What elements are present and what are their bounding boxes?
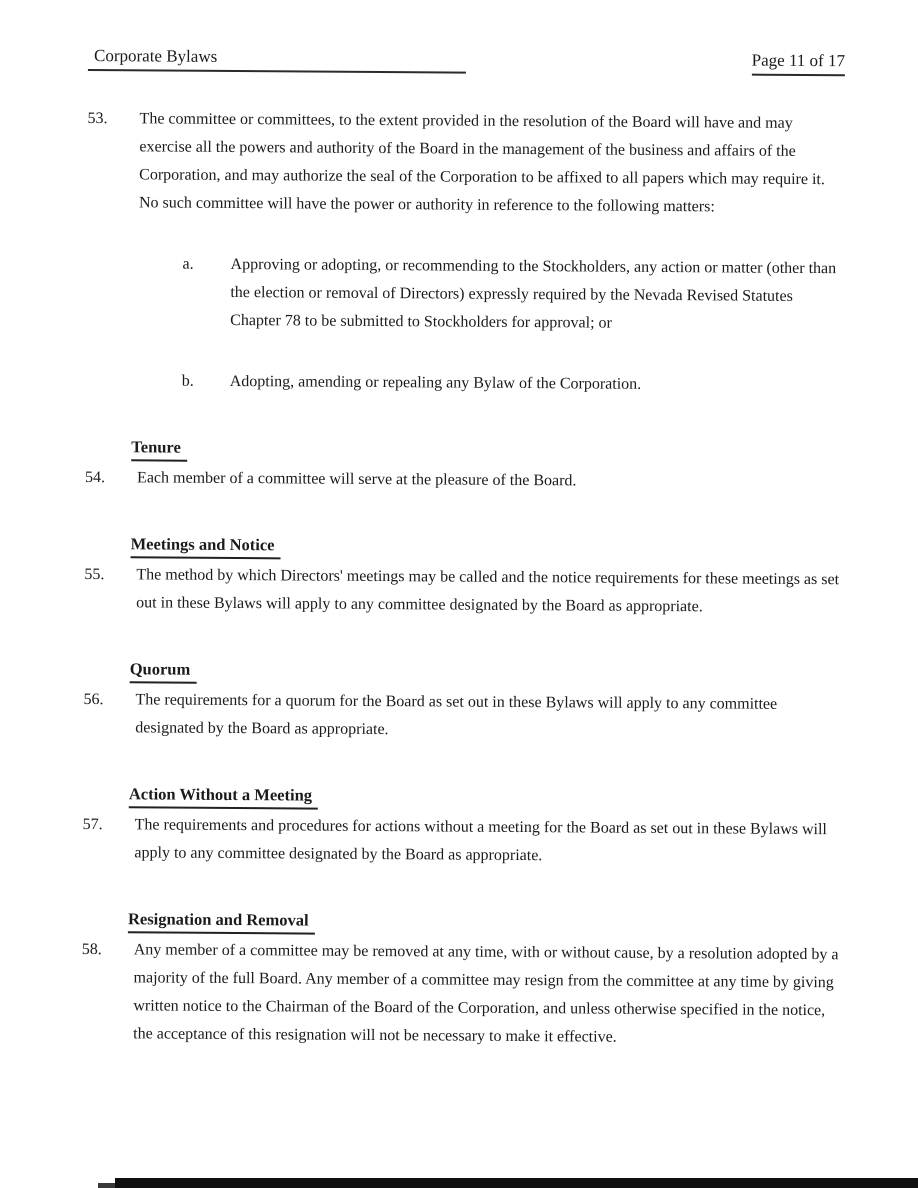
item-number: 53.: [87, 109, 108, 128]
section-heading-tenure: [131, 437, 842, 466]
section-heading-label: Tenure: [131, 437, 187, 461]
item-text: The method by which Directors' meetings may be called and the notice requirements for these meetings as set out in these Bylaws will apply to any committee designated by the Board as appropriate.: [136, 566, 840, 616]
section-heading-action-without-a-meeting: [129, 784, 840, 813]
bylaw-item-53: [87, 105, 845, 222]
section-heading-meetings-and-notice: [131, 534, 842, 563]
item-text: The requirements for a quorum for the Board as set out in these Bylaws will apply to any committee designated by the Board as appropriate.: [135, 691, 778, 739]
item-text: Any member of a committee may be removed at any time, with or without cause, by a resolution adopted by a majority of the full Board. Any member of a committee may resign from the committee at any time by giving written notice to the Chairman of the Board of the Corporation, and unless otherwise specified in the notice, the acceptance of this resignation will not be necessary to make it effective.: [133, 941, 839, 1046]
item-number: 57.: [82, 815, 103, 834]
item-text: Each member of a committee will serve at the pleasure of the Board.: [137, 469, 577, 490]
bylaw-item-56: [83, 686, 840, 747]
section-heading-label: Quorum: [130, 659, 197, 683]
subitem-text: Adopting, amending or repealing any Bylaw of the Corporation.: [229, 372, 642, 393]
bylaw-item-58: [81, 936, 839, 1053]
bylaw-item-55: [84, 561, 841, 622]
section-heading-label: Meetings and Notice: [131, 534, 281, 559]
page-number: Page 11 of 17: [752, 51, 846, 77]
item-text: The committee or committees, to the extent provided in the resolution of the Board will have and may exercise all the powers and authority of the Board in the management of the business and affairs of the Corporation, and may authorize the seal of the Corporation to be affixed to all papers which may require it. No such committee will have the power or authority in reference to the following matters:: [138, 110, 825, 216]
bylaw-item-54: [85, 464, 842, 497]
page-header: [88, 46, 845, 76]
subitem-text: Approving or adopting, or recommending to the Stockholders, any action or matter (other than the election or removal of Directors) expressly required by the Nevada Revised Statutes Chapter 78 to be submitted to Stockholders for approval; or: [230, 255, 837, 332]
item-number: 55.: [84, 565, 105, 584]
document-title: Corporate Bylaws: [88, 46, 466, 74]
bylaw-subitem-a: [182, 251, 844, 340]
subitem-letter: a.: [182, 255, 194, 273]
scan-artifact-bar: [115, 1178, 918, 1188]
bylaw-item-57: [82, 811, 839, 872]
item-number: 54.: [85, 468, 106, 487]
subitem-letter: b.: [181, 372, 194, 390]
section-heading-quorum: [130, 659, 841, 688]
section-heading-resignation-and-removal: [128, 909, 839, 938]
section-heading-label: Action Without a Meeting: [129, 784, 318, 809]
item-number: 56.: [83, 690, 104, 709]
bylaw-subitem-b: [182, 368, 843, 401]
item-number: 58.: [81, 940, 102, 959]
item-text: The requirements and procedures for actions without a meeting for the Board as set out in these Bylaws will apply to any committee designated by the Board as appropriate.: [134, 816, 827, 865]
section-heading-label: Resignation and Removal: [128, 909, 315, 934]
